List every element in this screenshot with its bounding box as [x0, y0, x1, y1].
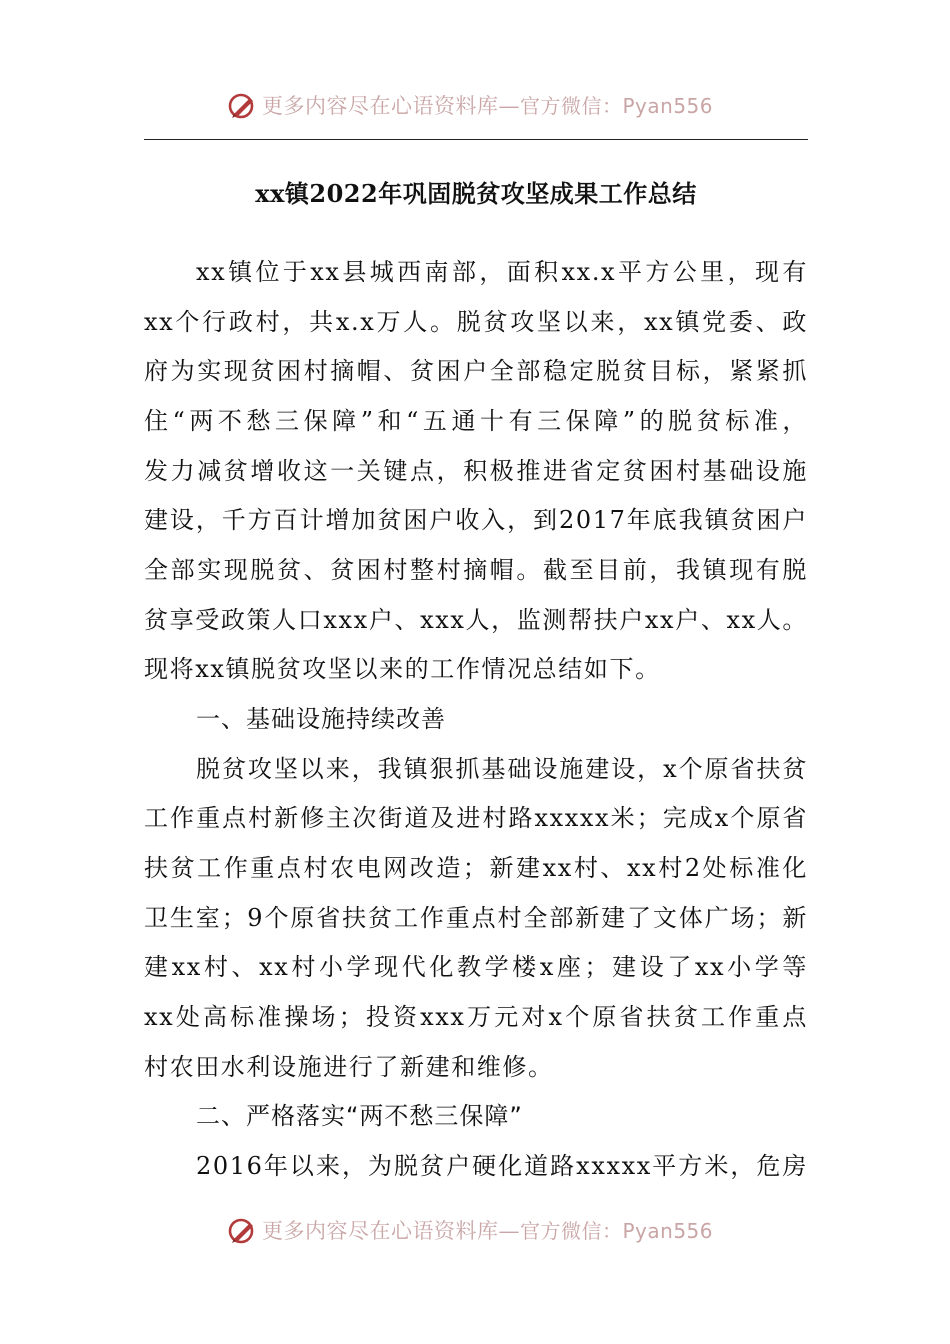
paragraph-line: 住“两不愁三保障”和“五通十有三保障”的脱贫标准， — [144, 407, 808, 435]
header-divider — [144, 139, 808, 140]
paragraph-line: 贫享受政策人口xxx户、xxx人，监测帮扶户xx户、xx人。 — [144, 606, 808, 634]
paragraph-line: 发力减贫增收这一关键点，积极推进省定贫困村基础设施 — [144, 457, 808, 485]
banner-text: 更多内容尽在心语资料库—官方微信：Pyan556 — [262, 1219, 714, 1243]
pen-logo-icon — [226, 1215, 258, 1247]
section-heading: 二、严格落实“两不愁三保障” — [196, 1102, 523, 1130]
paragraph-line: xx个行政村，共x.x万人。脱贫攻坚以来，xx镇党委、政 — [144, 308, 808, 336]
paragraph-line: 全部实现脱贫、贫困村整村摘帽。截至目前，我镇现有脱 — [144, 556, 808, 584]
document-title: xx镇2022年巩固脱贫攻坚成果工作总结 — [255, 179, 697, 208]
section-heading: 一、基础设施持续改善 — [196, 705, 446, 733]
paragraph-line: 卫生室；9个原省扶贫工作重点村全部新建了文体广场；新 — [144, 904, 808, 932]
paragraph-line: 建设，千方百计增加贫困户收入，到2017年底我镇贫困户 — [144, 506, 808, 534]
paragraph-line: 工作重点村新修主次街道及进村路xxxxx米；完成x个原省 — [144, 804, 808, 832]
paragraph-line: xx处高标准操场；投资xxx万元对x个原省扶贫工作重点 — [144, 1003, 808, 1031]
paragraph-line: xx镇位于xx县城西南部，面积xx.x平方公里，现有 — [196, 258, 808, 286]
paragraph-line: 脱贫攻坚以来，我镇狠抓基础设施建设，x个原省扶贫 — [196, 755, 808, 783]
paragraph-line: 2016年以来，为脱贫户硬化道路xxxxx平方米，危房 — [196, 1152, 808, 1180]
footer-banner — [0, 1211, 950, 1251]
paragraph-line: 扶贫工作重点村农电网改造；新建xx村、xx村2处标准化 — [144, 854, 808, 882]
banner-text: 更多内容尽在心语资料库—官方微信：Pyan556 — [262, 94, 714, 118]
paragraph-line: 建xx村、xx村小学现代化教学楼x座；建设了xx小学等 — [144, 953, 808, 981]
header-banner — [0, 86, 950, 126]
paragraph-line: 村农田水利设施进行了新建和维修。 — [144, 1053, 554, 1081]
paragraph-line: 现将xx镇脱贫攻坚以来的工作情况总结如下。 — [144, 655, 661, 683]
pen-logo-icon — [226, 90, 258, 122]
paragraph-line: 府为实现贫困村摘帽、贫困户全部稳定脱贫目标，紧紧抓 — [144, 357, 808, 385]
